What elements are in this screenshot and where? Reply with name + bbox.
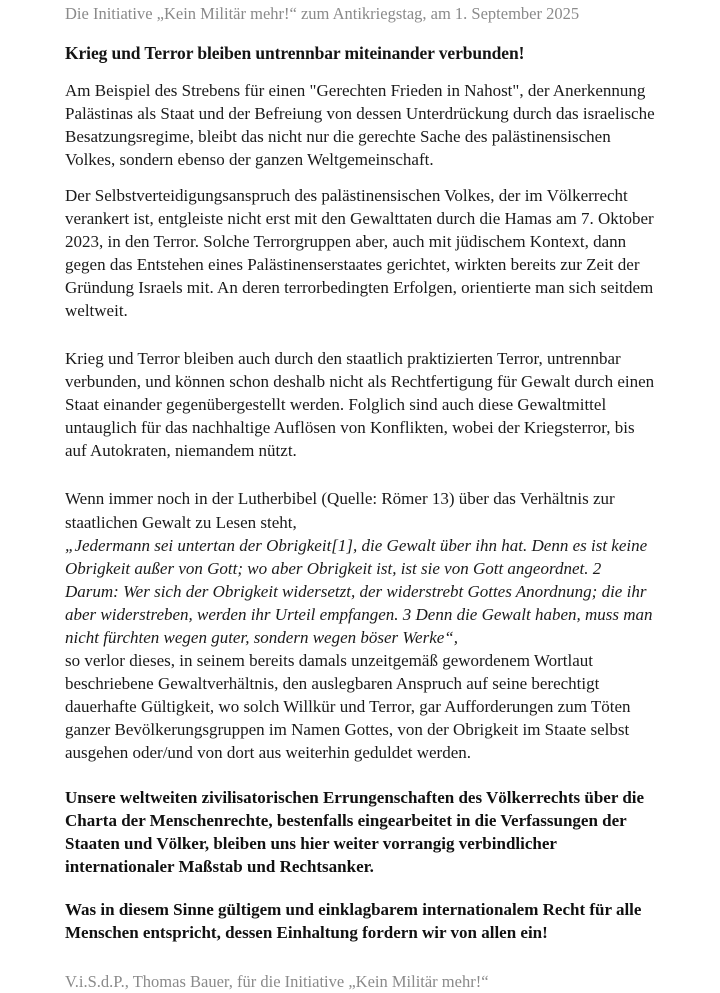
page-title: Krieg und Terror bleiben untrennbar miteinander verbunden! <box>65 43 525 64</box>
conclusion-voelkerrecht: Unsere weltweiten zivilisatorischen Errungenschaften des Völkerrechts über die Charta der Menschenrechte, bestenfalls eingearbeitet in die Verfassungen der Staaten und Völker, bleiben uns hier weiter vorrangig verbindlicher internationaler Maßstab und Rechtsanker. <box>65 787 645 877</box>
bible-quote: „Jedermann sei untertan der Obrigkeit[1], die Gewalt über ihn hat. Denn es ist keine Obrigkeit außer von Gott; wo aber Obrigkeit ist, ist sie von Gott angeordnet. 2 Darum: Wer sich der Obrigkeit widersetzt, der widerstrebt Gottes Anordnung; die ihr aber widerstreben, werden ihr Urteil empfangen. 3 Denn die Gewalt haben, muss man nicht fürchten wegen guter, sondern wegen böser Werke“, <box>65 535 653 647</box>
document-footer-note: V.i.S.d.P., Thomas Bauer, für die Initiative „Kein Militär mehr!“ <box>65 971 489 991</box>
quote-continuation: so verlor dieses, in seinem bereits damals unzeitgemäß gewordenem Wortlaut beschriebene Gewaltverhältnis, den auslegbaren Anspruch auf seine berechtigt dauerhafte Gültigkeit, wo solch Willkür und Terror, gar Aufforderungen zum Töten ganzer Bevölkerungsgruppen im Namen Gottes, von der Obrigkeit im Staate selbst ausgehen oder/und von dort aus weiterhin geduldet werden. <box>65 650 631 762</box>
paragraph-nahost: Am Beispiel des Strebens für einen "Gerechten Frieden in Nahost", der Anerkennung Palästinas als Staat und der Befreiung von dessen Unterdrückung durch das israelische Besatzungsregime, bleibt das nicht nur die gerechte Sache des palästinensischen Volkes, sondern ebenso der ganzen Weltgemeinschaft. <box>65 81 655 170</box>
document-header-note: Die Initiative „Kein Militär mehr!“ zum Antikriegstag, am 1. September 2025 <box>65 4 580 23</box>
paragraph-krieg-terror: Krieg und Terror bleiben auch durch den staatlich praktizierten Terror, untrennbar verbunden, und können schon deshalb nicht als Rechtfertigung für Gewalt durch einen Staat einander gegenübergestellt werden. Folglich sind auch diese Gewaltmittel untauglich für das nachhaltige Auflösen von Konflikten, wobei der Kriegsterror, bis auf Autokraten, niemandem nützt. <box>65 349 655 461</box>
conclusion-forderung: Was in diesem Sinne gültigem und einklagbarem internationalem Recht für alle Menschen entspricht, dessen Einhaltung fordern wir von allen ein! <box>65 900 642 943</box>
quote-intro: Wenn immer noch in der Lutherbibel (Quelle: Römer 13) über das Verhältnis zur staatlichen Gewalt zu Lesen steht, <box>65 489 615 532</box>
paragraph-selbstverteidigung: Der Selbstverteidigungsanspruch des palästinensischen Volkes, der im Völkerrecht verankert ist, entgleiste nicht erst mit den Gewalttaten durch die Hamas am 7. Oktober 2023, in den Terror. Solche Terrorgruppen aber, auch mit jüdischem Kontext, dann gegen das Entstehen eines Palästinenserstaates gerichtet, wirkten bereits zur Zeit der Gründung Israels mit. An deren terrorbedingten Erfolgen, orientierte man sich seitdem weltweit. <box>65 186 654 321</box>
